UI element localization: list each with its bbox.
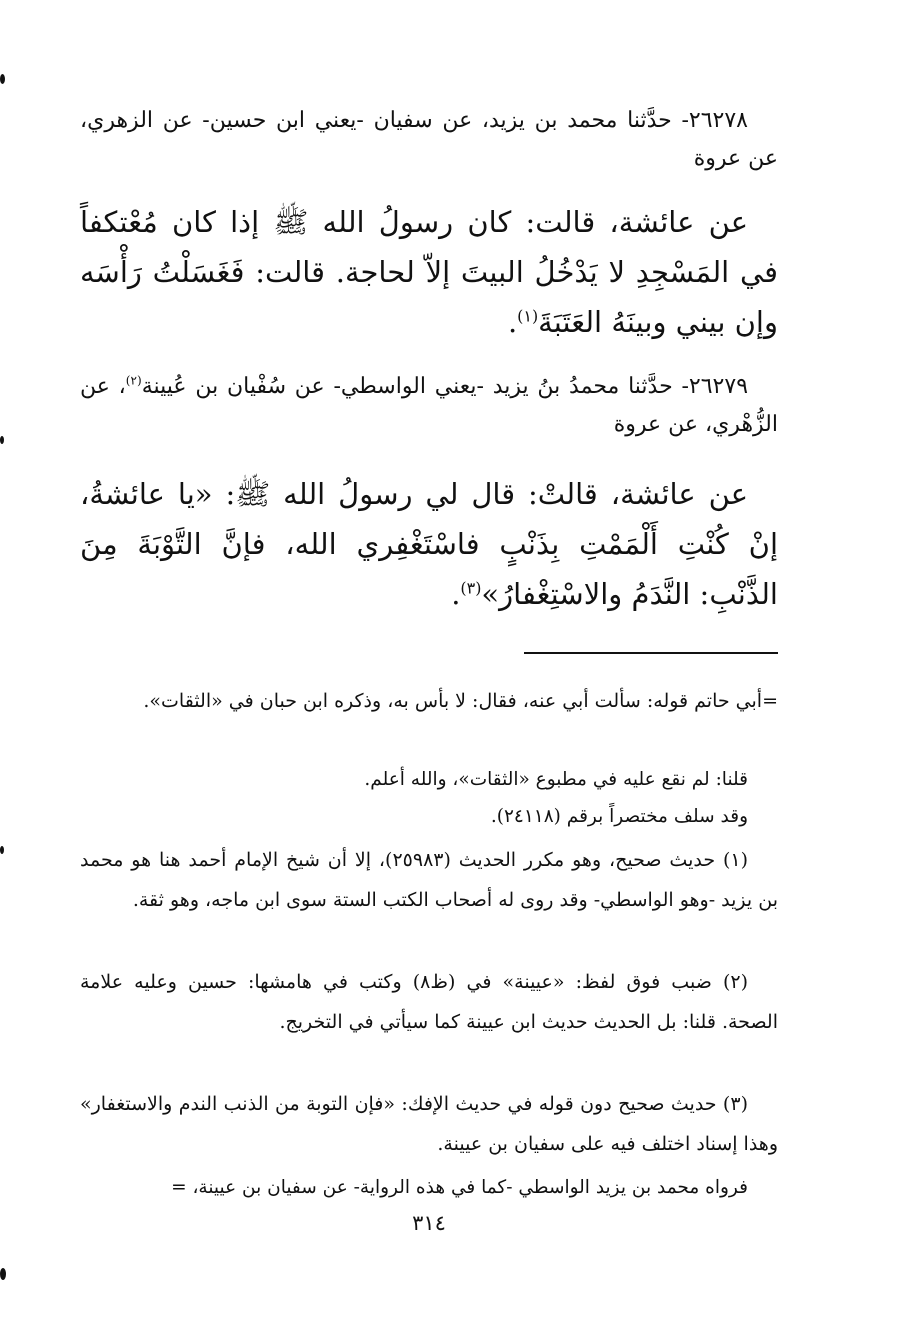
margin-mark	[0, 846, 4, 854]
footnote-note-b: وقد سلف مختصراً برقم (٢٤١١٨).	[490, 806, 748, 827]
margin-mark	[0, 74, 5, 84]
footnote-3: (٣) حديث صحيح دون قوله في حديث الإفك: «فإن التوبة من الذنب الندم والاستغفار» وهذا إسناد اختلف فيه على سفيان بن عيينة.	[80, 1093, 778, 1155]
footnote-3-continuation: فرواه محمد بن يزيد الواسطي -كما في هذه الرواية- عن سفيان بن عيينة، =	[171, 1177, 748, 1198]
footnote-divider	[524, 652, 778, 654]
book-page	[80, 96, 778, 1326]
footnote-ref-1: (١)	[517, 306, 539, 326]
hadith-26279-isnad: ٢٦٢٧٩- حدَّثنا محمدُ بنُ يزيد -يعني الواسطي- عن سُفْيان بن عُيينة$^{(٢)}$، عن الزُّهْري، عن عروة	[80, 373, 778, 437]
footnote-2: (٢) ضبب فوق لفظ: «عيينة» في (ظ٨) وكتب في هامشها: حسين وعليه علامة الصحة. قلنا: بل الحديث حديث ابن عيينة كما سيأتي في التخريج.	[80, 971, 778, 1033]
hadith-26278-matn: عن عائشة، قالت: كان رسولُ الله ﷺ إذا كان مُعْتكفاً في المَسْجِدِ لا يَدْخُلُ البيتَ إلاّ لحاجة. قالت: فَغَسَلْتُ رَأْسَه وإن بيني وبينَهُ العَتَبَةَ$^{(١)}$.	[80, 205, 778, 339]
footnote-ref-3: (٣)	[460, 578, 482, 598]
footnote-continuation: =أبي حاتم قوله: سألت أبي عنه، فقال: لا بأس به، وذكره ابن حبان في «الثقات».	[143, 690, 778, 712]
margin-mark	[0, 1268, 6, 1280]
hadith-26278-isnad: ٢٦٢٧٨- حدَّثنا محمد بن يزيد، عن سفيان -يعني ابن حسين- عن الزهري، عن عروة	[80, 108, 778, 171]
footnote-note-a: قلنا: لم نقع عليه في مطبوع «الثقات»، والله أعلم.	[364, 769, 748, 790]
hadith-26279-matn: عن عائشة، قالتْ: قال لي رسولُ الله ﷺ: «يا عائشةُ، إنْ كُنْتِ أَلْمَمْتِ بِذَنْبٍ فاسْتَغْفِري الله، فإنَّ التَّوْبَةَ مِنَ الذَّنْبِ: النَّدَمُ والاسْتِغْفارُ»$^{(٣)}$.	[80, 477, 778, 611]
footnote-1: (١) حديث صحيح، وهو مكرر الحديث (٢٥٩٨٣)، إلا أن شيخ الإمام أحمد هنا هو محمد بن يزيد -وهو الواسطي- وقد روى له أصحاب الكتب الستة سوى ابن ماجه، وهو ثقة.	[80, 849, 778, 911]
footnote-ref-2: (٢)	[125, 373, 142, 388]
page-number: ٣١٤	[412, 1211, 446, 1235]
margin-mark	[0, 436, 4, 444]
